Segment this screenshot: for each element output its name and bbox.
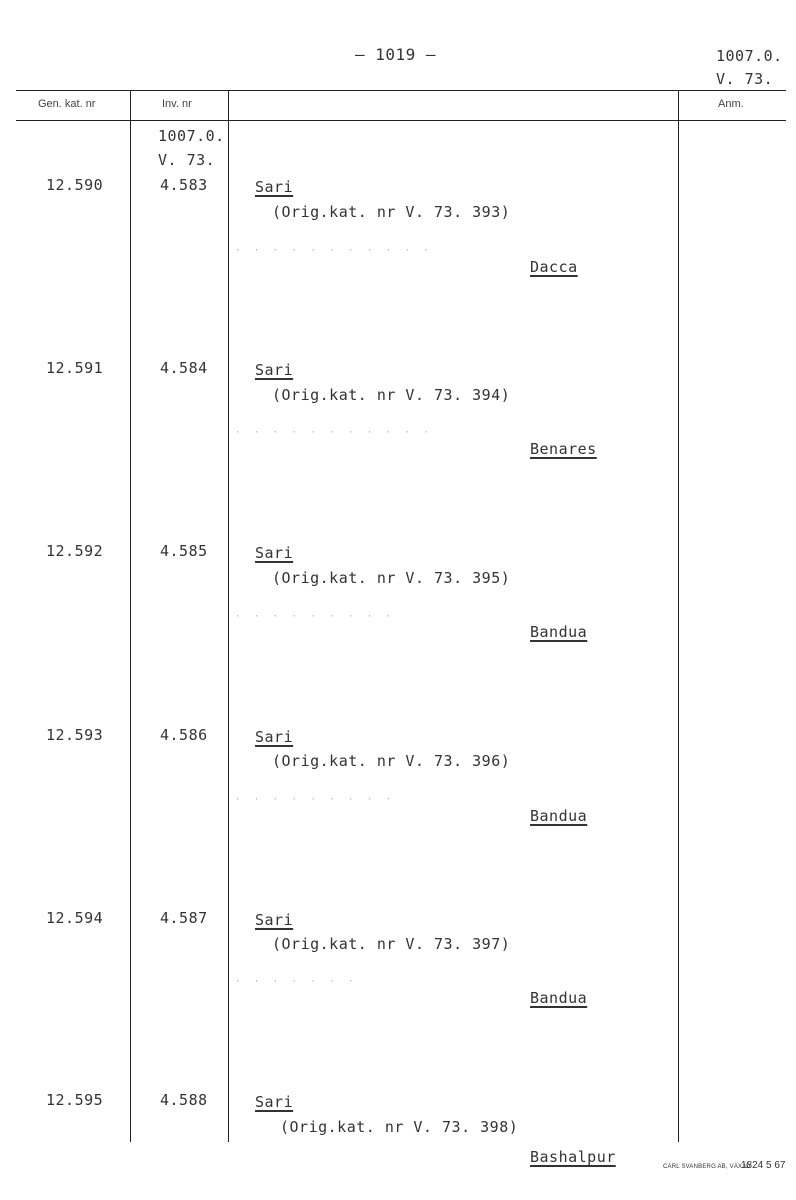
entry-title: Sari — [255, 361, 294, 379]
inv-prefix-line1: 1007.0. — [158, 127, 225, 145]
catalog-ref-line2: V. 73. — [716, 70, 774, 88]
column-header-inv: Inv. nr — [162, 98, 192, 110]
entry-inv-nr: 4.588 — [160, 1091, 208, 1109]
entry-title: Sari — [255, 911, 294, 929]
entry-place: Bandua — [530, 807, 588, 825]
entry-place: Bandua — [530, 623, 588, 641]
catalog-ref-line1: 1007.0. — [716, 47, 783, 65]
entry-title: Sari — [255, 178, 294, 196]
entry-gen-nr: 12.591 — [46, 359, 104, 377]
entry-inv-nr: 4.587 — [160, 909, 208, 927]
table-top-rule — [16, 90, 786, 91]
entry-inv-nr: 4.585 — [160, 542, 208, 560]
scan-noise: · · · · · · · — [235, 977, 358, 987]
entry-inv-nr: 4.583 — [160, 176, 208, 194]
entry-inv-nr: 4.586 — [160, 726, 208, 744]
entry-title: Sari — [255, 728, 294, 746]
page-number: – 1019 – — [355, 45, 437, 64]
entry-place: Benares — [530, 440, 597, 458]
inv-prefix-line2: V. 73. — [158, 151, 216, 169]
entry-gen-nr: 12.593 — [46, 726, 104, 744]
scan-noise: · · · · · · · · · · · — [235, 428, 433, 438]
form-number: 1824 5 67 — [741, 1160, 786, 1171]
entry-title: Sari — [255, 544, 294, 562]
column-divider-1 — [130, 90, 131, 1142]
entry-inv-nr: 4.584 — [160, 359, 208, 377]
printer-imprint: CARL SVANBERG AB, VÄXJÖ — [663, 1164, 751, 1170]
entry-orig-kat: (Orig.kat. nr V. 73. 397) — [272, 935, 511, 953]
entry-place: Bashalpur — [530, 1148, 616, 1166]
scan-noise: · · · · · · · · · — [235, 612, 396, 622]
column-header-gen: Gen. kat. nr — [38, 98, 96, 110]
entry-orig-kat: (Orig.kat. nr V. 73. 393) — [272, 203, 511, 221]
column-header-anm: Anm. — [718, 98, 744, 110]
entry-orig-kat: (Orig.kat. nr V. 73. 394) — [272, 386, 511, 404]
entry-gen-nr: 12.592 — [46, 542, 104, 560]
scan-noise: · · · · · · · · · · · — [235, 246, 433, 256]
entry-gen-nr: 12.594 — [46, 909, 104, 927]
entry-orig-kat: (Orig.kat. nr V. 73. 398) — [280, 1118, 519, 1136]
entry-gen-nr: 12.590 — [46, 176, 104, 194]
column-divider-3 — [678, 90, 679, 1142]
scan-noise: · · · · · · · · · — [235, 795, 396, 805]
entry-gen-nr: 12.595 — [46, 1091, 104, 1109]
header-bottom-rule — [16, 120, 786, 121]
entry-orig-kat: (Orig.kat. nr V. 73. 395) — [272, 569, 511, 587]
entry-place: Dacca — [530, 258, 578, 276]
entry-orig-kat: (Orig.kat. nr V. 73. 396) — [272, 752, 511, 770]
entry-place: Bandua — [530, 989, 588, 1007]
column-divider-2 — [228, 90, 229, 1142]
entry-title: Sari — [255, 1093, 294, 1111]
